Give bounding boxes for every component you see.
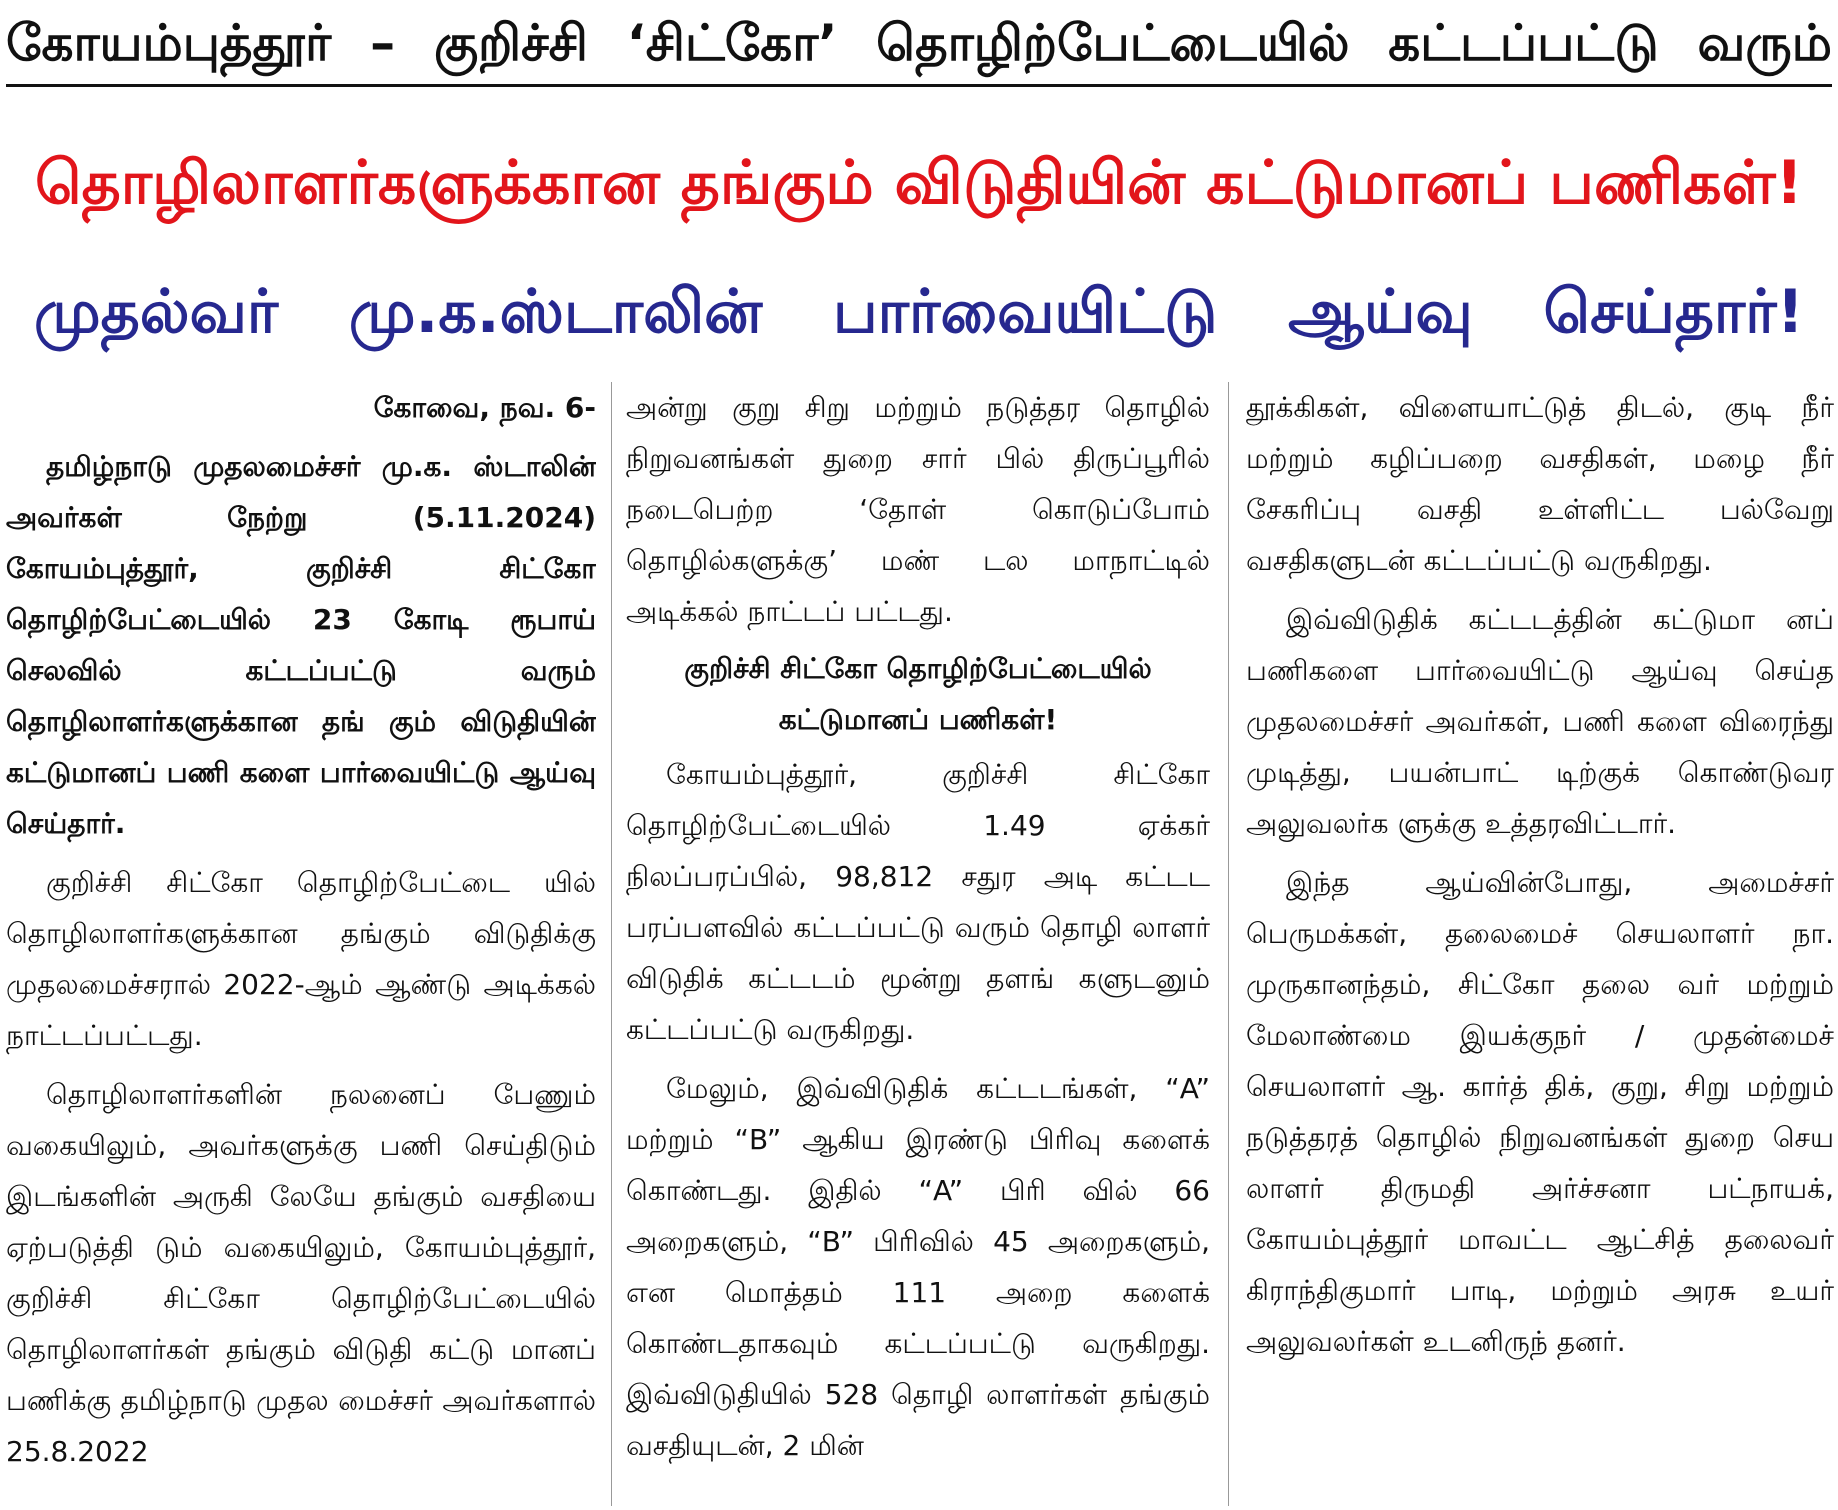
body-paragraph: மேலும், இவ்விடுதிக் கட்டடங்கள், “A” மற்றும் “B” ஆகிய இரண்டு பிரிவு களைக் கொண்டது. இதில் “A” பிரி வில் 66 அறைகளும், “B” பிரிவில் 45 அறைகளும், என மொத்தம் 111 அறை களைக் கொண்டதாகவும் கட்டப்பட்டு வருகிறது. இவ்விடுதியில் 528 தொழி லாளர்கள் தங்கும் வசதியுடன், 2 மின் [626,1072,1210,1462]
kicker-word: கோயம்புத்தூர் [6,14,332,72]
subhead-word: செய்தார்! [1543,277,1804,347]
section-subtitle: குறிச்சி சிட்கோ தொழிற்பேட்டையில் கட்டுமானப் பணிகள்! [684,652,1152,736]
body-paragraph-continued: தூக்கிகள், விளையாட்டுத் திடல், குடி நீர் மற்றும் கழிப்பறை வசதிகள், மழை நீர் சேகரிப்பு வசதி உள்ளிட்ட பல்வேறு வசதிகளுடன் கட்டப்பட்டு வருகிறது. [1246,391,1834,577]
column-divider [611,382,612,1506]
body-paragraph: இவ்விடுதிக் கட்டடத்தின் கட்டுமா னப் பணிகளை பார்வையிட்டு ஆய்வு செய்த முதலமைச்சர் அவர்கள், பணி களை விரைந்து முடித்து, பயன்பாட் டிற்குக் கொண்டுவர அலுவலர்க ளுக்கு உத்தரவிட்டார். [1246,603,1834,840]
kicker-word: ‘சிட்கோ’ [626,14,838,72]
body-paragraph: குறிச்சி சிட்கோ தொழிற்பேட்டை யில் தொழிலாளர்களுக்கான தங்கும் விடுதிக்கு முதலமைச்சரால் 2022-ஆம் ஆண்டு அடிக்கல் நாட்டப்பட்டது. [6,866,596,1052]
dateline: கோவை, நவ. 6- [373,391,596,424]
body-paragraph: கோயம்புத்தூர், குறிச்சி சிட்கோ தொழிற்பேட்டையில் 1.49 ஏக்கர் நிலப்பரப்பில், 98,812 சதுர அடி கட்டட பரப்பளவில் கட்டப்பட்டு வரும் தொழி லாளர் விடுதிக் கட்டடம் மூன்று தளங் களுடனும் கட்டப்பட்டு வருகிறது. [626,758,1210,1046]
body-paragraph-continued: அன்று குறு சிறு மற்றும் நடுத்தர தொழில் நிறுவனங்கள் துறை சார் பில் திருப்பூரில் நடைபெற்ற ‘தோள் கொடுப்போம் தொழில்களுக்கு’ மண் டல மாநாட்டில் அடிக்கல் நாட்டப் பட்டது. [626,391,1210,628]
body-paragraph: இந்த ஆய்வின்போது, அமைச்சர் பெருமக்கள், தலைமைச் செயலாளர் நா. முருகானந்தம், சிட்கோ தலை வர் மற்றும் மேலாண்மை இயக்குநர் / முதன்மைச் செயலாளர் ஆ. கார்த் திக், குறு, சிறு மற்றும் நடுத்தரத் தொழில் நிறுவனங்கள் துறை செய லாளர் திருமதி அர்ச்சனா பட்நாயக், கோயம்புத்தூர் மாவட்ட ஆட்சித் தலைவர் கிராந்திகுமார் பாடி, மற்றும் அரசு உயர் அலுவலர்கள் உடனிருந் தனர். [1246,866,1834,1358]
subhead-word: பார்வையிட்டு [833,277,1218,347]
kicker-word: குறிச்சி [433,14,588,72]
kicker-line [6,4,1832,82]
article-column-2 [626,382,1210,1506]
kicker-word: வரும் [1697,14,1832,72]
body-paragraph: தொழிலாளர்களின் நலனைப் பேணும் வகையிலும், அவர்களுக்கு பணி செய்திடும் இடங்களின் அருகி லேயே தங்கும் வசதியை ஏற்படுத்தி டும் வகையிலும், கோயம்புத்தூர், குறிச்சி சிட்கோ தொழிற்பேட்டையில் தொழிலாளர்கள் தங்கும் விடுதி கட்டு மானப் பணிக்கு தமிழ்நாடு முதல மைச்சர் அவர்களால் 25.8.2022 [6,1078,596,1468]
kicker-word: தொழிற்பேட்டையில் [876,14,1350,72]
subhead-word: முதல்வர் [34,277,279,347]
article-column-1 [6,382,596,1506]
column-divider [1228,382,1229,1506]
subhead-word: ஆய்வு [1288,277,1473,347]
lead-paragraph: தமிழ்நாடு முதலமைச்சர் மு.க. ஸ்டாலின் அவர்கள் நேற்று (5.11.2024) கோயம்புத்தூர், குறிச்சி சிட்கோ தொழிற்பேட்டையில் 23 கோடி ரூபாய் செலவில் கட்டப்பட்டு வரும் தொழிலாளர்களுக்கான தங் கும் விடுதியின் கட்டுமானப் பணி களை பார்வையிட்டு ஆய்வு செய்தார். [6,450,596,840]
kicker-underline [6,84,1832,87]
headline: தொழிலாளர்களுக்கான தங்கும் விடுதியின் கட்டுமானப் பணிகள்! [34,148,1803,218]
kicker-word: – [370,14,396,72]
subheadline [6,262,1832,362]
kicker-word: கட்டப்பட்டு [1388,14,1659,72]
article-column-3 [1246,382,1834,1506]
subhead-word: மு.க.ஸ்டாலின் [348,277,763,347]
